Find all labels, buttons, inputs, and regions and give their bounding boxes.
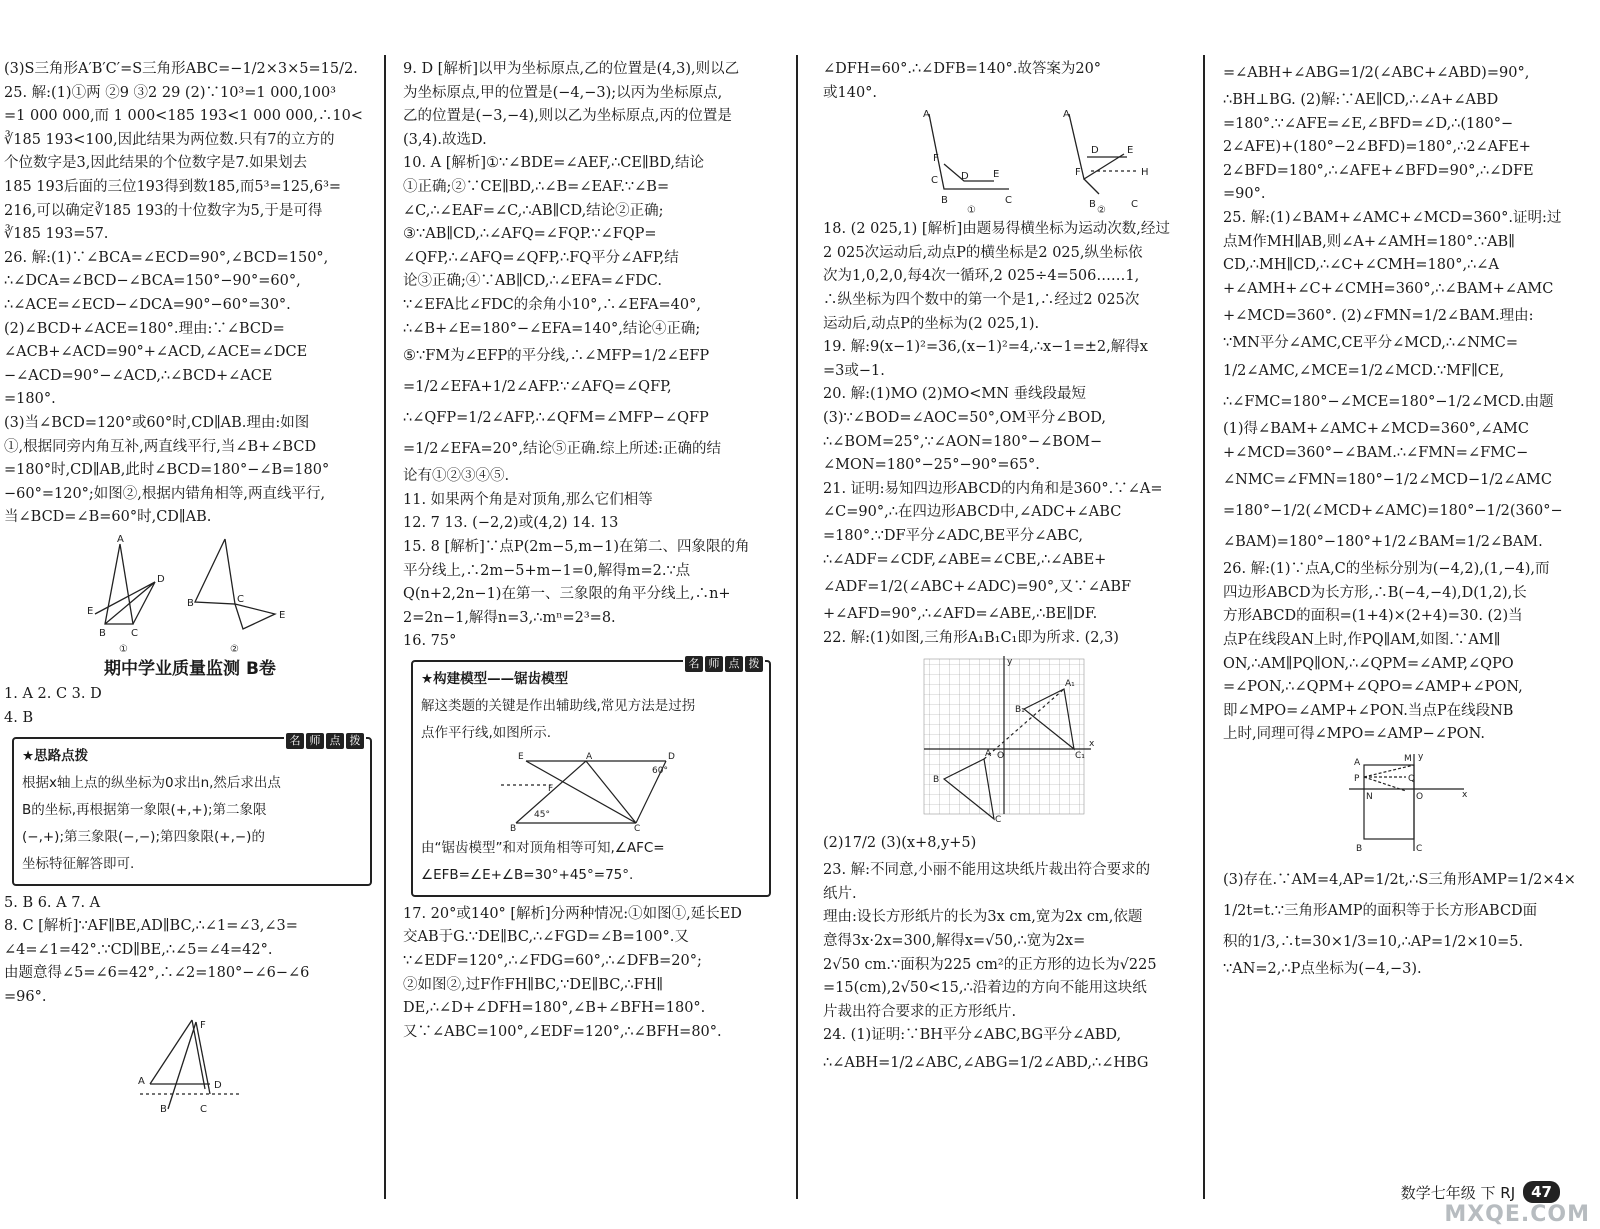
sawtooth-model-figure xyxy=(496,751,686,831)
svg-text:B: B xyxy=(187,597,194,609)
text-line: 次为1,0,2,0,每4次一循环,2 025÷4=506……1, xyxy=(823,268,1140,285)
text-line: 积的1/3,∴t=30×1/3=10,∴AP=1/2×10=5. xyxy=(1223,933,1524,950)
text-line: 16. 75° xyxy=(403,633,457,650)
text-line: ∴∠ACE=∠ECD−∠DCA=90°−60°=30°. xyxy=(4,296,291,313)
svg-text:A: A xyxy=(1354,757,1361,768)
text-line: 21. 证明:易知四边形ABCD的内角和是360°.∵∠A= xyxy=(823,480,1163,497)
text-line: 方形ABCD的面积=(1+4)×(2+4)=30. (2)当 xyxy=(1223,608,1523,625)
badge-char: 拨 xyxy=(346,733,364,749)
text-line: 纸片. xyxy=(823,885,857,902)
page-footer xyxy=(1401,1181,1560,1203)
text-line: 上时,同理可得∠MPO=∠AMP−∠PON. xyxy=(1223,726,1485,743)
model-line: 点作平行线,如图所示. xyxy=(421,724,552,741)
text-line: ∴∠ABH=1/2∠ABC,∠ABG=1/2∠ABD,∴∠HBG xyxy=(823,1055,1149,1072)
text-line: 运动后,动点P的坐标为(2 025,1). xyxy=(823,315,1040,332)
text-line: ∴∠B+∠E=180°−∠EFA=140°,结论④正确; xyxy=(403,320,701,337)
text-line: ∵∠EDF=120°,∴∠FDG=60°,∴∠DFB=20°; xyxy=(403,953,702,970)
text-line: DE,∴∠D+∠DFH=180°,∠B+∠BFH=180°. xyxy=(403,1000,706,1017)
svg-text:E: E xyxy=(87,605,94,617)
svg-text:F: F xyxy=(548,783,554,794)
text-line: (3)S三角形A′B′C′=S三角形ABC=−1/2×3×5=15/2. xyxy=(4,61,358,77)
svg-text:A₁: A₁ xyxy=(1065,679,1075,690)
text-line: 2 025次运动后,动点P的横坐标是2 025,纵坐标依 xyxy=(823,244,1143,261)
text-line: ∴纵坐标为四个数中的第一个是1,∴经过2 025次 xyxy=(823,291,1140,308)
svg-text:N: N xyxy=(1366,791,1373,802)
text-line: ∴∠DCA=∠BCD−∠BCA=150°−90°=60°, xyxy=(4,273,301,290)
text-line: ∠MON=180°−25°−90°=65°. xyxy=(823,457,1040,474)
figure-label: ② xyxy=(230,643,239,654)
column-divider xyxy=(384,55,386,1199)
svg-text:E: E xyxy=(993,169,1000,181)
column-1 xyxy=(4,58,376,1118)
rectangle-coordinate-figure xyxy=(1344,751,1474,861)
svg-text:B: B xyxy=(160,1103,167,1114)
text-line: 1. A 2. C 3. D xyxy=(4,686,102,703)
text-line: ∴BH⊥BG. (2)解:∵AE∥CD,∴∠A+∠ABD xyxy=(1223,92,1499,108)
text-line: 即∠MPO=∠AMP+∠PON.当点P在线段NB xyxy=(1223,702,1514,719)
tip-line: 根据x轴上点的纵坐标为0求出n,然后求出点 xyxy=(22,774,281,791)
svg-text:D: D xyxy=(157,573,165,585)
svg-text:A: A xyxy=(117,533,124,545)
svg-text:y: y xyxy=(1418,751,1424,762)
text-line: (3)∵∠BOD=∠AOC=50°,OM平分∠BOD, xyxy=(823,409,1106,426)
figure-label: ② xyxy=(1097,205,1106,215)
svg-text:C: C xyxy=(1005,195,1012,207)
column-2 xyxy=(403,58,775,1044)
text-line: ∠C,∴∠EAF=∠C,∴AB∥CD,结论②正确; xyxy=(403,202,664,219)
text-line: (3)当∠BCD=120°或60°时,CD∥AB.理由:如图 xyxy=(4,414,310,431)
text-line: ∵AN=2,∴P点坐标为(−4,−3). xyxy=(1223,960,1422,977)
geometry-figure-triangles xyxy=(75,534,305,654)
text-line: ∵MN平分∠AMC,CE平分∠MCD,∴∠NMC= xyxy=(1223,335,1519,352)
text-line: (2)17/2 (3)(x+8,y+5) xyxy=(823,835,977,852)
col1-top-lines xyxy=(4,58,376,530)
text-line: (3)存在.∵AM=4,AP=1/2t,∴S三角形AMP=1/2×4× xyxy=(1223,871,1576,888)
text-line: 1/2t=t.∵三角形AMP的面积等于长方形ABCD面 xyxy=(1223,902,1538,919)
text-line: 8. C [解析]∵AF∥BE,AD∥BC,∴∠1=∠3,∠3= xyxy=(4,918,298,935)
tip-line: (−,+);第三象限(−,−);第四象限(+,−)的 xyxy=(22,828,265,845)
text-line: Q(n+2,2n−1)在第一、三象限的角平分线上,∴n+ xyxy=(403,586,731,603)
text-line: ∴∠FMC=180°−∠MCE=180°−1/2∠MCD.由题 xyxy=(1223,393,1554,410)
svg-text:D: D xyxy=(961,171,969,183)
text-line: =180°.∵∠AFE=∠E,∠BFD=∠D,∴(180°− xyxy=(1223,115,1514,132)
text-line: 11. 如果两个角是对顶角,那么它们相等 xyxy=(403,491,653,508)
text-line: (2)∠BCD+∠ACE=180°.理由:∵∠BCD= xyxy=(4,320,285,337)
text-line: 交AB于G.∵DE∥BC,∴∠FGD=∠B=100°.又 xyxy=(403,929,689,946)
site-watermark: MXQE.COM xyxy=(1444,1202,1590,1227)
text-line: 26. 解:(1)∵∠BCA=∠ECD=90°,∠BCD=150°, xyxy=(4,249,329,266)
badge xyxy=(683,656,765,672)
text-line: ①正确;②∵CE∥BD,∴∠B=∠EAF.∵∠B= xyxy=(403,178,670,195)
text-line: =180°.∵DF平分∠ADC,BE平分∠ABC, xyxy=(823,527,1084,544)
svg-text:60°: 60° xyxy=(652,765,668,776)
badge-char: 师 xyxy=(705,656,723,672)
svg-text:O: O xyxy=(997,751,1005,762)
text-line: +∠AFD=90°,∴∠AFD=∠ABE,∴BE∥DF. xyxy=(823,606,1098,623)
text-line: ∠QFP,∴∠AFQ=∠QFP,∴FQ平分∠AFP,结 xyxy=(403,249,679,266)
text-line: ∴∠QFP=1/2∠AFP,∴∠QFM=∠MFP−∠QFP xyxy=(403,410,709,427)
text-line: =180°时,CD∥AB,此时∠BCD=180°−∠B=180° xyxy=(4,462,330,479)
figure-label: ① xyxy=(119,643,128,654)
text-line: 2√50 cm.∵面积为225 cm²的正方形的边长为√225 xyxy=(823,956,1157,973)
svg-text:x: x xyxy=(1089,739,1095,750)
text-line: =90°. xyxy=(1223,186,1266,203)
text-line: ∠DFH=60°.∴∠DFB=140°.故答案为20° xyxy=(823,61,1102,77)
text-line: 或140°. xyxy=(823,84,878,101)
svg-text:C: C xyxy=(1131,199,1138,211)
svg-text:A: A xyxy=(138,1075,145,1087)
text-line: 20. 解:(1)MO (2)MO<MN 垂线段最短 xyxy=(823,386,1087,403)
text-line: CD,∴MH∥CD,∴∠C+∠CMH=180°,∴∠A xyxy=(1223,257,1499,274)
text-line: 当∠BCD=∠B=60°时,CD∥AB. xyxy=(4,509,212,526)
text-line: 四边形ABCD为长方形,∴B(−4,−4),D(1,2),长 xyxy=(1223,584,1527,601)
model-line: ∠EFB=∠E+∠B=30°+45°=75°. xyxy=(421,866,634,883)
text-line: (3,4).故选D. xyxy=(403,131,487,148)
text-line: ON,∴AM∥PQ∥ON,∴∠QPM=∠AMP,∠QPO xyxy=(1223,655,1514,672)
column-divider xyxy=(1203,55,1205,1199)
svg-text:P: P xyxy=(1354,773,1360,784)
model-line: 解这类题的关键是作出辅助线,常见方法是过拐 xyxy=(421,697,696,714)
text-line: 26. 解:(1)∵点A,C的坐标分别为(−4,2),(1,−4),而 xyxy=(1223,561,1550,578)
svg-text:C₁: C₁ xyxy=(1075,751,1085,762)
column-divider xyxy=(796,55,798,1199)
text-line: 18. (2 025,1) [解析]由题易得横坐标为运动次数,经过 xyxy=(823,221,1170,238)
text-line: ②如图②,过F作FH∥BC,∵DE∥BC,∴FH∥ xyxy=(403,976,664,993)
model-title: ★构建模型——锯齿模型 xyxy=(421,670,569,687)
svg-text:A: A xyxy=(586,751,593,762)
text-line: 点P在线段AN上时,作PQ∥AM,如图.∵AM∥ xyxy=(1223,631,1501,648)
text-line: =3或−1. xyxy=(823,362,885,379)
text-line: ∠4=∠1=42°.∵CD∥BE,∴∠5=∠4=42°. xyxy=(4,941,273,958)
text-line: =1 000 000,而 1 000<185 193<1 000 000,∴10< xyxy=(4,108,363,125)
text-line: 25. 解:(1)∠BAM+∠AMC+∠MCD=360°.证明:过 xyxy=(1223,209,1562,226)
text-line: 论③正确;④∵AB∥CD,∴∠EFA=∠FDC. xyxy=(403,273,662,290)
text-line: ∠C=90°,∴在四边形ABCD中,∠ADC+∠ABC xyxy=(823,504,1122,521)
text-line: 又∵∠ABC=100°,∠EDF=120°,∴∠BFH=80°. xyxy=(403,1023,722,1040)
svg-text:E: E xyxy=(518,751,524,762)
text-line: ∠ADF=1/2(∠ABC+∠ADC)=90°,又∵∠ABF xyxy=(823,579,1132,596)
figure-label: ① xyxy=(967,205,976,215)
text-line: 22. 解:(1)如图,三角形A₁B₁C₁即为所求. (2,3) xyxy=(823,629,1119,646)
text-line: 5. B 6. A 7. A xyxy=(4,894,101,911)
text-line: ①,根据同旁内角互补,两直线平行,当∠B+∠BCD xyxy=(4,438,317,455)
text-line: 理由:设长方形纸片的长为3x cm,宽为2x cm,依题 xyxy=(823,909,1143,926)
text-line: 乙的位置是(−3,−4),则以乙为坐标原点,丙的位置是 xyxy=(403,108,732,125)
model-line: 由“锯齿模型”和对顶角相等可知,∠AFC= xyxy=(421,839,665,856)
text-line: =180°−1/2(∠MCD+∠AMC)=180°−1/2(360°− xyxy=(1223,503,1563,520)
svg-text:A: A xyxy=(985,749,992,760)
column-3 xyxy=(823,58,1195,1079)
text-line: =1/2∠EFA+1/2∠AFP.∵∠AFQ=∠QFP, xyxy=(403,379,672,396)
text-line: 论有①②③④⑤. xyxy=(403,468,510,485)
svg-text:A: A xyxy=(923,109,930,121)
svg-text:B: B xyxy=(99,627,106,639)
model-box xyxy=(411,656,771,897)
text-line: −∠ACD=90°−∠ACD,∴∠BCD+∠ACE xyxy=(4,367,273,384)
column-4 xyxy=(1223,58,1595,981)
text-line: =96°. xyxy=(4,989,47,1006)
text-line: 意得3x·2x=300,解得x=√50,∴宽为2x= xyxy=(823,933,1086,950)
svg-text:F: F xyxy=(1075,167,1081,179)
svg-text:H: H xyxy=(1141,167,1149,179)
tip-line: 坐标特征解答即可. xyxy=(22,855,135,872)
text-line: 2=2n−1,解得n=3,∴mⁿ=2³=8. xyxy=(403,609,616,626)
badge-char: 师 xyxy=(306,733,324,749)
svg-text:C: C xyxy=(995,815,1002,825)
text-line: ∵∠EFA比∠FDC的余角小10°,∴∠EFA=40°, xyxy=(403,296,701,313)
text-line: 2∠BFD=180°,∴∠AFE+∠BFD=90°,∴∠DFE xyxy=(1223,162,1534,179)
text-line: 15. 8 [解析]∵点P(2m−5,m−1)在第二、四象限的角 xyxy=(403,538,750,555)
text-line: 4. B xyxy=(4,710,34,727)
text-line: ∴∠ADF=∠CDF,∠ABE=∠CBE,∴∠ABE+ xyxy=(823,551,1107,568)
svg-text:E: E xyxy=(1127,145,1134,157)
text-line: =∠PON,∴∠QPM+∠QPO=∠AMP+∠PON, xyxy=(1223,679,1523,696)
text-line: ∛185 193<100,因此结果为两位数.只有7的立方的 xyxy=(4,131,335,148)
text-line: 个位数字是3,因此结果的个位数字是7.如果划去 xyxy=(4,155,308,172)
tip-line: B的坐标,再根据第一象限(+,+);第二象限 xyxy=(22,801,267,818)
text-line: =15(cm),2√50<15,∴沿着边的方向不能用这块纸 xyxy=(823,980,1147,997)
svg-text:F: F xyxy=(200,1019,206,1031)
badge-char: 名 xyxy=(286,733,304,749)
svg-text:O: O xyxy=(1416,791,1424,802)
svg-text:C: C xyxy=(131,627,138,639)
svg-text:B: B xyxy=(941,195,948,207)
tip-box xyxy=(12,733,372,886)
text-line: 17. 20°或140° [解析]分两种情况:①如图①,延长ED xyxy=(403,905,742,922)
geometry-figure-fh xyxy=(869,109,1149,214)
text-line: +∠MCD=360°. (2)∠FMN=1/2∠BAM.理由: xyxy=(1223,308,1534,325)
svg-text:E: E xyxy=(279,609,286,621)
text-line: ∠BAM)=180°−180°+1/2∠BAM=1/2∠BAM. xyxy=(1223,534,1543,551)
svg-text:D: D xyxy=(668,751,675,762)
svg-text:C: C xyxy=(634,823,641,831)
svg-text:B₁: B₁ xyxy=(1015,705,1025,716)
text-line: 为坐标原点,甲的位置是(−4,−3);以丙为坐标原点, xyxy=(403,84,723,101)
text-line: 由题意得∠5=∠6=42°,∴∠2=180°−∠6−∠6 xyxy=(4,965,310,982)
svg-text:C: C xyxy=(1416,843,1423,854)
text-line: ∛185 193=57. xyxy=(4,226,109,243)
text-line: 9. D [解析]以甲为坐标原点,乙的位置是(4,3),则以乙 xyxy=(403,61,740,77)
text-line: 2∠AFE)+(180°−2∠BFD)=180°,∴2∠AFE+ xyxy=(1223,139,1531,156)
svg-text:M: M xyxy=(1404,753,1412,764)
text-line: 点M作MH∥AB,则∠A+∠AMH=180°.∵AB∥ xyxy=(1223,233,1515,250)
text-line: (1)得∠BAM+∠AMC+∠MCD=360°,∠AMC xyxy=(1223,420,1529,437)
svg-text:F: F xyxy=(933,153,939,165)
text-line: 19. 解:9(x−1)²=36,(x−1)²=4,∴x−1=±2,解得x xyxy=(823,339,1148,356)
text-line: 23. 解:不同意,小丽不能用这块纸片裁出符合要求的 xyxy=(823,862,1151,879)
text-line: 185 193后面的三位193得到数185,而5³=125,6³= xyxy=(4,178,342,195)
svg-text:x: x xyxy=(1462,789,1468,800)
svg-text:C: C xyxy=(237,593,244,605)
svg-text:A: A xyxy=(1063,109,1070,121)
text-line: 24. (1)证明:∵BH平分∠ABC,BG平分∠ABD, xyxy=(823,1027,1122,1044)
text-line: ③∵AB∥CD,∴∠AFQ=∠FQP.∵∠FQP= xyxy=(403,226,657,243)
svg-text:Q: Q xyxy=(1408,773,1416,784)
svg-text:B: B xyxy=(933,775,940,786)
subject-label: 数学七年级 下 RJ xyxy=(1400,1183,1516,1202)
svg-text:B: B xyxy=(510,823,517,831)
text-line: 25. 解:(1)①两 ②9 ③2 29 (2)∵10³=1 000,100³ xyxy=(4,84,336,101)
text-line: =180°. xyxy=(4,391,56,408)
text-line: −60°=120°;如图②,根据内错角相等,两直线平行, xyxy=(4,485,326,502)
text-line: ∠ACB+∠ACD=90°+∠ACD,∠ACE=∠DCE xyxy=(4,344,308,361)
svg-text:C: C xyxy=(200,1103,207,1114)
badge xyxy=(284,733,366,749)
text-line: =1/2∠EFA=20°,结论⑤正确.综上所述:正确的结 xyxy=(403,441,721,458)
page-number: 47 xyxy=(1523,1181,1560,1203)
svg-text:D: D xyxy=(1091,145,1099,157)
badge-char: 点 xyxy=(326,733,344,749)
svg-text:B: B xyxy=(1356,843,1363,854)
text-line: +∠AMH+∠C+∠CMH=360°,∴∠BAM+∠AMC xyxy=(1223,280,1554,297)
badge-char: 名 xyxy=(685,656,703,672)
text-line: 片裁出符合要求的正方形纸片. xyxy=(823,1003,1017,1020)
geometry-figure-parallel xyxy=(130,1014,250,1114)
text-line: ⑤∵FM为∠EFP的平分线,∴∠MFP=1/2∠EFP xyxy=(403,348,710,365)
coordinate-grid-figure xyxy=(919,654,1099,824)
text-line: 216,可以确定∛185 193的十位数字为5,于是可得 xyxy=(4,202,323,219)
section-title: 期中学业质量监测 B卷 xyxy=(104,658,276,679)
text-line: 平分线上,∴2m−5+m−1=0,解得m=2.∵点 xyxy=(403,562,691,579)
svg-text:y: y xyxy=(1007,657,1013,668)
text-line: ∠NMC=∠FMN=180°−1/2∠MCD−1/2∠AMC xyxy=(1223,472,1552,489)
badge-char: 点 xyxy=(725,656,743,672)
svg-text:45°: 45° xyxy=(534,809,550,820)
badge-char: 拨 xyxy=(745,656,763,672)
text-line: ∴∠BOM=25°,∵∠AON=180°−∠BOM− xyxy=(823,433,1103,450)
svg-text:C: C xyxy=(931,175,938,187)
text-line: +∠MCD=360°−∠BAM.∴∠FMN=∠FMC− xyxy=(1223,444,1529,461)
tip-title: ★思路点拨 xyxy=(22,747,89,764)
svg-text:D: D xyxy=(214,1079,222,1091)
text-line: 1/2∠AMC,∠MCE=1/2∠MCD.∵MF∥CE, xyxy=(1223,362,1505,379)
text-line: 10. A [解析]①∵∠BDE=∠AEF,∴CE∥BD,结论 xyxy=(403,155,705,172)
svg-text:B: B xyxy=(1089,199,1096,211)
text-line: 12. 7 13. (−2,2)或(4,2) 14. 13 xyxy=(403,515,619,532)
text-line: =∠ABH+∠ABG=1/2(∠ABC+∠ABD)=90°, xyxy=(1223,65,1530,81)
